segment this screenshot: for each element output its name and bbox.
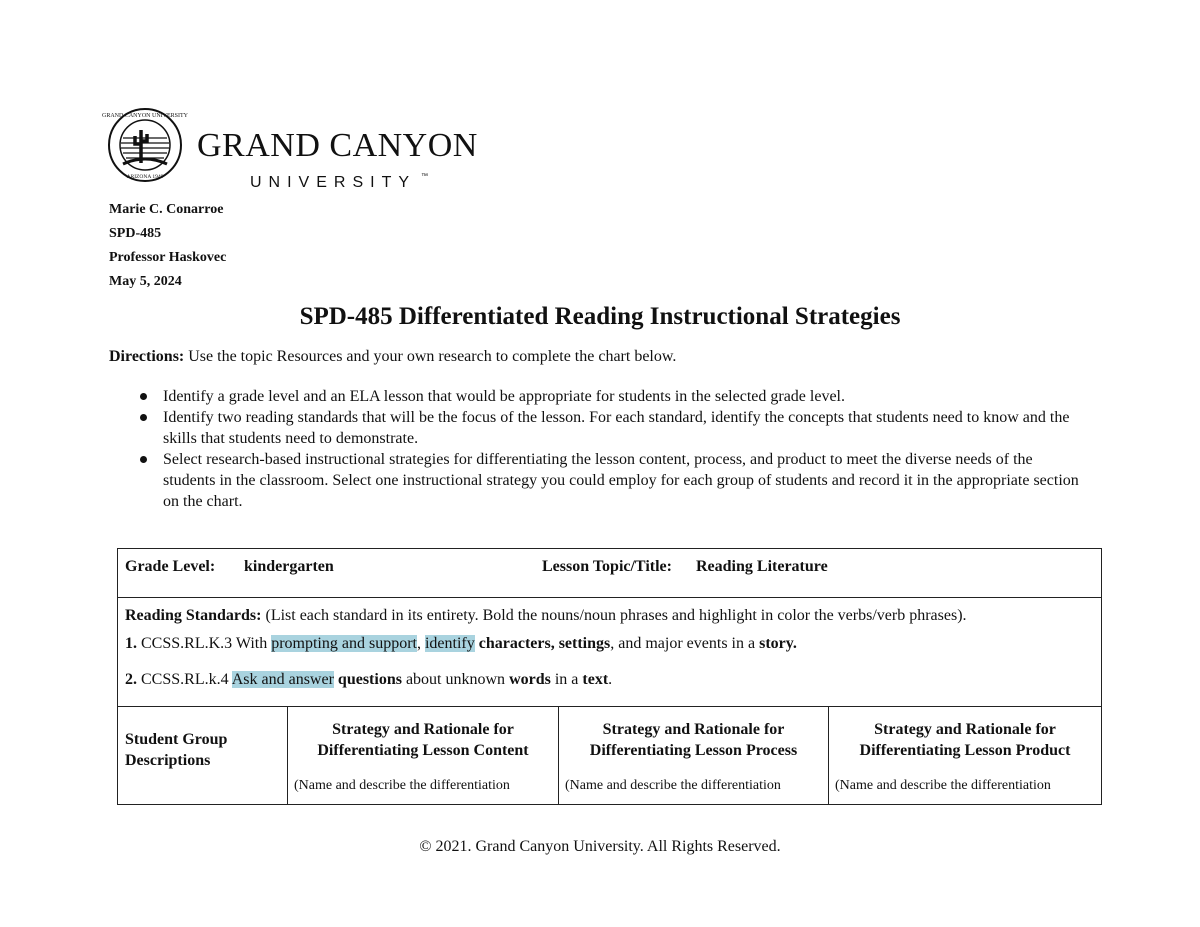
student-group-header-cell (118, 707, 288, 805)
process-strategy-header (559, 707, 829, 805)
document-title: SPD-485 Differentiated Reading Instructional Strategies (299, 303, 901, 330)
verb-phrase-highlight: identify (424, 635, 475, 652)
standards-label: Reading Standards: (125, 607, 262, 624)
reading-standards-cell[interactable] (118, 598, 1102, 707)
table-row (118, 549, 1102, 598)
standard-1 (125, 634, 1094, 670)
content-strategy-header (288, 707, 559, 805)
column-heading: Strategy and Rationale for Differentiating Lesson Content (317, 721, 529, 759)
student-group-label: Student Group Descriptions (125, 731, 228, 769)
noun-phrase-bold: questions (337, 671, 402, 688)
standard-2 (125, 670, 1094, 706)
product-strategy-header (829, 707, 1102, 805)
lesson-topic-value: Reading Literature (696, 558, 828, 575)
standard-number: 2. (125, 671, 137, 688)
logo-name-line1: GRAND CANYON (197, 127, 478, 164)
standard-number: 1. (125, 635, 137, 652)
grade-level-label: Grade Level: (125, 558, 216, 575)
directions-text: Use the topic Resources and your own research to complete the chart below. (188, 348, 677, 365)
list-item: Identify two reading standards that will be the focus of the lesson. For each standard, identify the concepts that students need to know and the skills that students need to demonstrate. (163, 407, 1083, 449)
seal-icon (102, 109, 189, 181)
logo-trademark: ™ (421, 173, 428, 180)
professor-name: Professor Haskovec (109, 250, 227, 265)
column-note: (Name and describe the differentiation (835, 778, 1051, 793)
verb-phrase-highlight: prompting and support (271, 635, 417, 652)
standard-text: about unknown (405, 671, 506, 688)
grade-level-value: kindergarten (244, 558, 334, 575)
standard-text: , and major events in a (610, 635, 756, 652)
gcu-logo-graphic (102, 108, 478, 192)
noun-phrase-bold: text (582, 671, 609, 688)
university-logo (102, 108, 478, 192)
svg-text:GRAND CANYON UNIVERSITY: GRAND CANYON UNIVERSITY (102, 113, 188, 119)
svg-text:ARIZONA 1949: ARIZONA 1949 (126, 174, 164, 180)
noun-phrase-bold: characters, settings (478, 635, 611, 652)
student-name: Marie C. Conarroe (109, 202, 224, 217)
noun-phrase-bold: words (509, 671, 551, 688)
strategy-chart-table (117, 548, 1102, 805)
column-note: (Name and describe the differentiation (565, 778, 781, 793)
table-row (118, 598, 1102, 707)
directions (109, 348, 676, 366)
noun-phrase-bold: story. (759, 635, 797, 652)
grade-lesson-cell[interactable] (118, 549, 1102, 598)
punctuation: , (416, 635, 421, 652)
logo-name-line2: UNIVERSITY (250, 174, 417, 191)
column-note: (Name and describe the differentiation (294, 778, 510, 793)
list-item: Select research-based instructional strategies for differentiating the lesson content, process, and product to meet the diverse needs of the students in the classroom. Select one instructional strategy you could employ for each group of students and record it in the appropriate section on the chart. (163, 449, 1083, 512)
column-heading: Strategy and Rationale for Differentiating Lesson Product (859, 721, 1071, 759)
student-info-block (109, 198, 226, 294)
standards-heading (125, 598, 1094, 634)
punctuation: . (608, 671, 613, 688)
directions-bullet-list (163, 386, 1083, 512)
standard-text: in a (554, 671, 579, 688)
verb-phrase-highlight: Ask and answer (231, 671, 334, 688)
list-item: Identify a grade level and an ELA lesson that would be appropriate for students in the selected grade level. (163, 386, 1083, 407)
directions-label: Directions: (109, 348, 185, 365)
table-row (118, 707, 1102, 805)
standard-code: CCSS.RL.k.4 (141, 671, 229, 688)
standards-instruction: (List each standard in its entirety. Bold the nouns/noun phrases and highlight in color the verbs/verb phrases). (265, 607, 967, 624)
column-heading: Strategy and Rationale for Differentiating Lesson Process (589, 721, 798, 759)
lesson-topic-label: Lesson Topic/Title: (542, 558, 672, 575)
course-code: SPD-485 (109, 226, 162, 241)
submission-date: May 5, 2024 (109, 274, 182, 289)
standard-code: CCSS.RL.K.3 With (141, 635, 268, 652)
copyright-footer: © 2021. Grand Canyon University. All Rights Reserved. (419, 838, 781, 855)
